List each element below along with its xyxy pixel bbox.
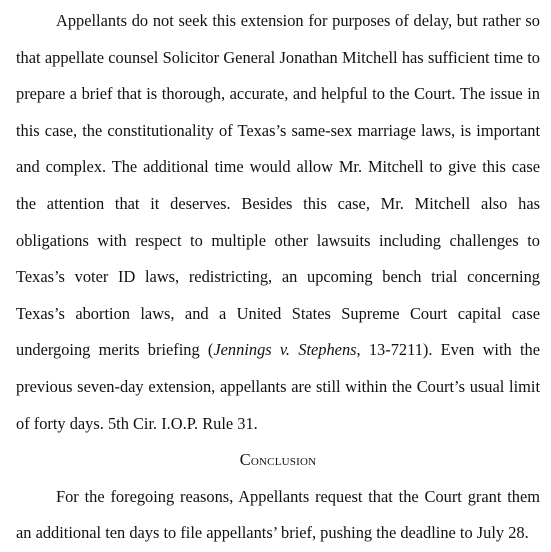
section-heading-conclusion: Conclusion bbox=[239, 450, 317, 470]
case-citation-name: Jennings v. Stephens bbox=[213, 340, 357, 360]
paragraph-text: Appellants do not seek this extension for purposes of delay, but rather so that appellate counsel Solicitor General Jonathan Mitchell has sufficient time to prepare a brief that is thorough, accurate, and helpful to the Court. The issue in this case, the constitutionality of Texas’s same-sex marriage laws, is important and complex. The additional time would allow Mr. Mitchell to give this case the attention that it deserves. Besides this case, Mr. Mitchell also has obligations with respect to multiple other lawsuits including challenges to Texas’s voter ID laws, redistricting, an upcoming bench trial concerning Texas’s abortion laws, and a United States Supreme Court capital case undergoing merits briefing ( bbox=[16, 11, 540, 360]
paragraph-text-continued: , 13-7211). Even with the previous seven-day extension, appellants are still within the Court’s usual limit of forty days. 5th Cir. I.O.P. Rule 31. bbox=[16, 340, 540, 433]
paragraph-conclusion: For the foregoing reasons, Appellants request that the Court grant them an additional ten days to file appellants’ brief, pushing the deadline to July 28. bbox=[16, 486, 540, 543]
paragraph-extension-reasons bbox=[16, 3, 540, 442]
